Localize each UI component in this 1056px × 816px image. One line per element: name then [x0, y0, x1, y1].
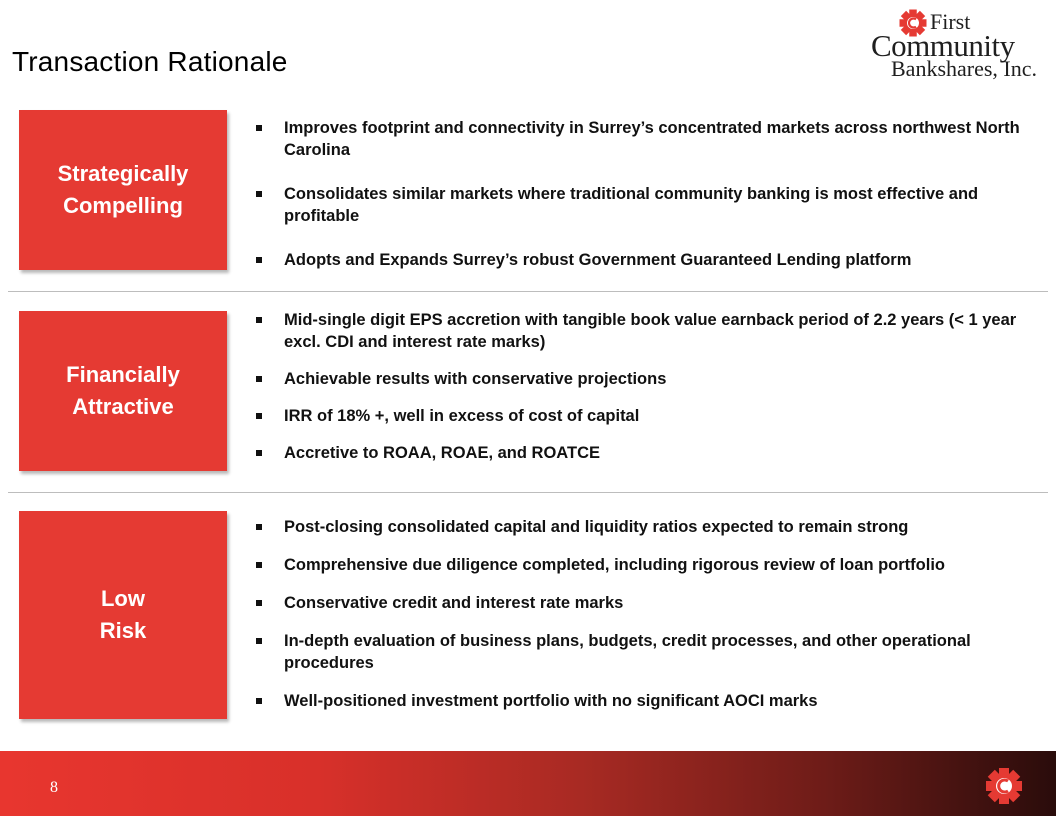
- bullet-list: [256, 117, 1036, 271]
- bullet-list: [256, 309, 1036, 464]
- section-label-box: [19, 110, 227, 270]
- section-divider: [8, 492, 1048, 493]
- footer-bar: [0, 751, 1056, 816]
- bullet-item: Improves footprint and connectivity in Surrey’s concentrated markets across northwest North Carolina: [256, 117, 1036, 161]
- section-label: Financially Attractive: [66, 362, 180, 419]
- bullet-item: Mid-single digit EPS accretion with tangible book value earnback period of 2.2 years (< 1 year excl. CDI and interest rate marks): [256, 309, 1036, 353]
- section-divider: [8, 291, 1048, 292]
- bullet-item: Conservative credit and interest rate marks: [256, 592, 1036, 614]
- logo-text-bankshares: Bankshares, Inc.: [891, 56, 1038, 81]
- bullet-item: Consolidates similar markets where traditional community banking is most effective and profitable: [256, 183, 1036, 227]
- bullet-item: Comprehensive due diligence completed, including rigorous review of loan portfolio: [256, 554, 1036, 576]
- bullet-item: Accretive to ROAA, ROAE, and ROATCE: [256, 442, 1036, 464]
- bullet-item: Well-positioned investment portfolio with no significant AOCI marks: [256, 690, 1036, 712]
- section-label-box: [19, 511, 227, 719]
- page-title: Transaction Rationale: [12, 46, 288, 77]
- star-emblem-icon: [984, 766, 1024, 806]
- bullet-item: Post-closing consolidated capital and liquidity ratios expected to remain strong: [256, 516, 1036, 538]
- company-logo: [866, 6, 1048, 84]
- logo-text-first: First: [930, 9, 971, 34]
- logo-text-community: Community: [871, 28, 1015, 63]
- bullet-item: Achievable results with conservative projections: [256, 368, 1036, 390]
- section-label: Low Risk: [99, 586, 147, 643]
- section-label-box: [19, 311, 227, 471]
- bullet-list: [256, 516, 1036, 712]
- bullet-item: IRR of 18% +, well in excess of cost of capital: [256, 405, 1036, 427]
- section-label: Strategically Compelling: [57, 161, 189, 218]
- bullet-item: Adopts and Expands Surrey’s robust Government Guaranteed Lending platform: [256, 249, 1036, 271]
- page-number: 8: [50, 779, 58, 796]
- bullet-item: In-depth evaluation of business plans, budgets, credit processes, and other operational procedures: [256, 630, 1036, 674]
